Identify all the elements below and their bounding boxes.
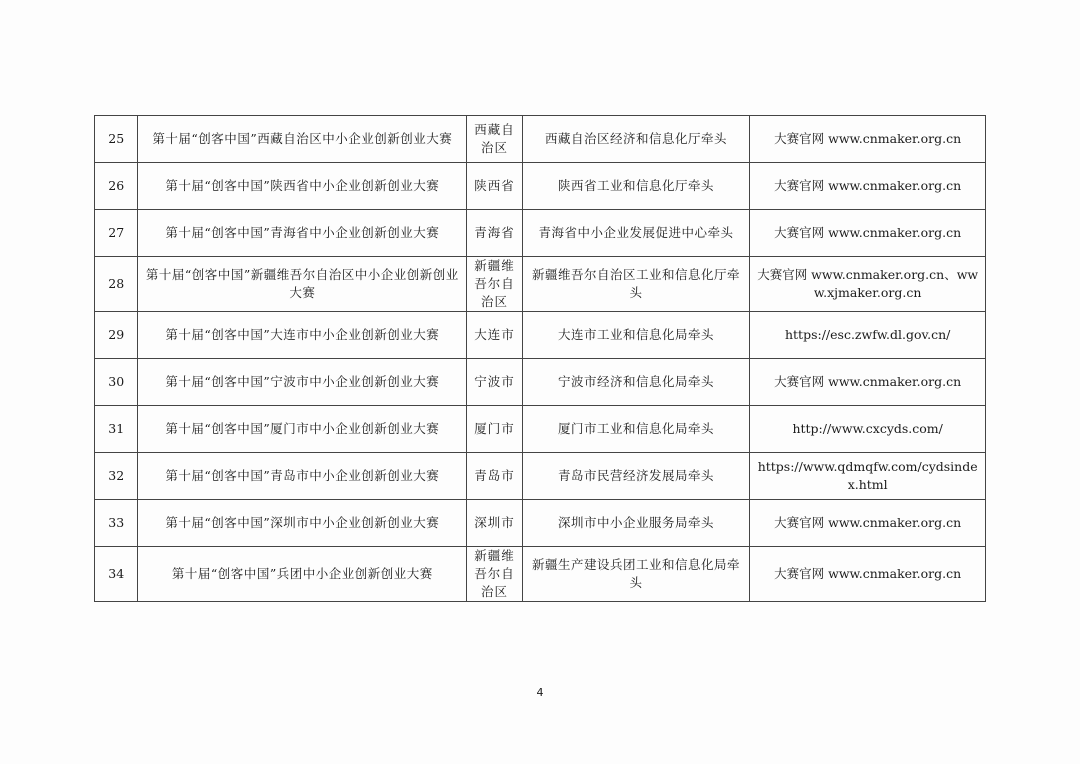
website: https://www.qdmqfw.com/cydsindex.html <box>750 453 986 500</box>
table-row <box>95 312 986 359</box>
website: 大赛官网 www.cnmaker.org.cn <box>750 547 986 602</box>
row-number: 29 <box>95 312 138 359</box>
lead-organization: 陕西省工业和信息化厅牵头 <box>522 163 750 210</box>
row-number: 31 <box>95 406 138 453</box>
lead-organization: 宁波市经济和信息化局牵头 <box>522 359 750 406</box>
lead-organization: 厦门市工业和信息化局牵头 <box>522 406 750 453</box>
competition-name: 第十届“创客中国”厦门市中小企业创新创业大赛 <box>138 406 467 453</box>
competition-name: 第十届“创客中国”青岛市中小企业创新创业大赛 <box>138 453 467 500</box>
lead-organization: 青岛市民营经济发展局牵头 <box>522 453 750 500</box>
competition-name: 第十届“创客中国”宁波市中小企业创新创业大赛 <box>138 359 467 406</box>
website: 大赛官网 www.cnmaker.org.cn <box>750 163 986 210</box>
competition-name: 第十届“创客中国”青海省中小企业创新创业大赛 <box>138 210 467 257</box>
row-number: 25 <box>95 116 138 163</box>
region: 陕西省 <box>467 163 523 210</box>
row-number: 32 <box>95 453 138 500</box>
row-number: 33 <box>95 500 138 547</box>
table-row <box>95 406 986 453</box>
region: 宁波市 <box>467 359 523 406</box>
region: 青海省 <box>467 210 523 257</box>
region: 大连市 <box>467 312 523 359</box>
row-number: 28 <box>95 257 138 312</box>
competition-name: 第十届“创客中国”深圳市中小企业创新创业大赛 <box>138 500 467 547</box>
region: 新疆维吾尔自治区 <box>467 257 523 312</box>
website: 大赛官网 www.cnmaker.org.cn <box>750 116 986 163</box>
website: http://www.cxcyds.com/ <box>750 406 986 453</box>
lead-organization: 新疆维吾尔自治区工业和信息化厅牵头 <box>522 257 750 312</box>
competition-name: 第十届“创客中国”陕西省中小企业创新创业大赛 <box>138 163 467 210</box>
lead-organization: 新疆生产建设兵团工业和信息化局牵头 <box>522 547 750 602</box>
competition-name: 第十届“创客中国”新疆维吾尔自治区中小企业创新创业大赛 <box>138 257 467 312</box>
competition-name: 第十届“创客中国”大连市中小企业创新创业大赛 <box>138 312 467 359</box>
table-row <box>95 359 986 406</box>
table-row <box>95 547 986 602</box>
region: 青岛市 <box>467 453 523 500</box>
lead-organization: 深圳市中小企业服务局牵头 <box>522 500 750 547</box>
table-row <box>95 257 986 312</box>
lead-organization: 大连市工业和信息化局牵头 <box>522 312 750 359</box>
competition-name: 第十届“创客中国”兵团中小企业创新创业大赛 <box>138 547 467 602</box>
region: 西藏自治区 <box>467 116 523 163</box>
competition-name: 第十届“创客中国”西藏自治区中小企业创新创业大赛 <box>138 116 467 163</box>
website: 大赛官网 www.cnmaker.org.cn <box>750 359 986 406</box>
lead-organization: 西藏自治区经济和信息化厅牵头 <box>522 116 750 163</box>
table-row <box>95 210 986 257</box>
region: 新疆维吾尔自治区 <box>467 547 523 602</box>
table-row <box>95 453 986 500</box>
website: https://esc.zwfw.dl.gov.cn/ <box>750 312 986 359</box>
region: 深圳市 <box>467 500 523 547</box>
competition-table <box>94 115 986 602</box>
row-number: 27 <box>95 210 138 257</box>
lead-organization: 青海省中小企业发展促进中心牵头 <box>522 210 750 257</box>
row-number: 30 <box>95 359 138 406</box>
row-number: 34 <box>95 547 138 602</box>
website: 大赛官网 www.cnmaker.org.cn <box>750 500 986 547</box>
table-row <box>95 116 986 163</box>
table-row <box>95 163 986 210</box>
table-row <box>95 500 986 547</box>
website: 大赛官网 www.cnmaker.org.cn <box>750 210 986 257</box>
website: 大赛官网 www.cnmaker.org.cn、www.xjmaker.org.cn <box>750 257 986 312</box>
region: 厦门市 <box>467 406 523 453</box>
row-number: 26 <box>95 163 138 210</box>
page-number: 4 <box>536 686 544 699</box>
